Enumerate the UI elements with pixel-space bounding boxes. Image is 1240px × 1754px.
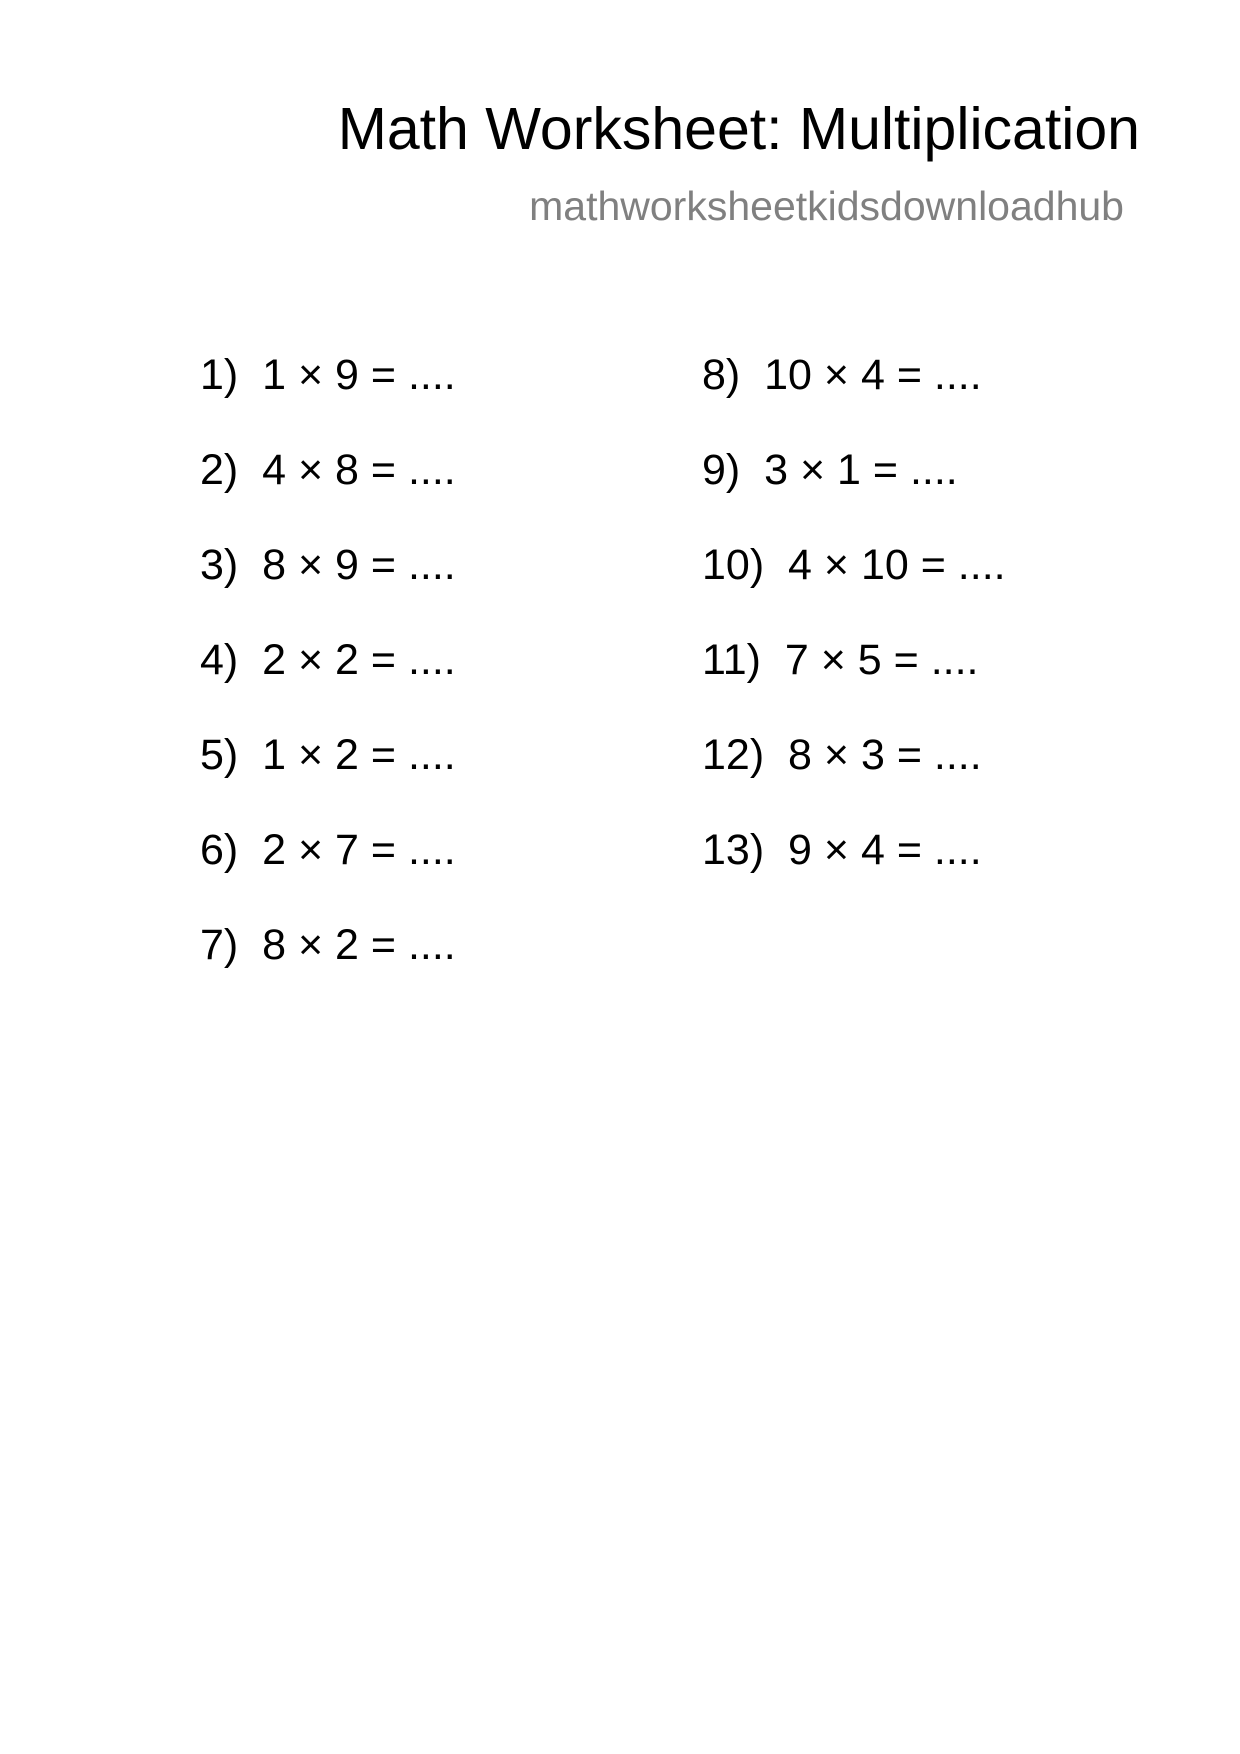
- problem-9: 9) 3 × 1 = ....: [702, 446, 958, 494]
- problem-1: 1) 1 × 9 = ....: [200, 351, 456, 399]
- problem-7: 7) 8 × 2 = ....: [200, 921, 456, 969]
- page-title: Math Worksheet: Multiplication: [337, 96, 1140, 162]
- problem-13: 13) 9 × 4 = ....: [702, 826, 982, 874]
- problem-column-right: [702, 351, 1006, 924]
- problem-column-left: [200, 351, 456, 1019]
- problem-10: 10) 4 × 10 = ....: [702, 541, 1006, 589]
- problem-2: 2) 4 × 8 = ....: [200, 446, 456, 494]
- problem-5: 5) 1 × 2 = ....: [200, 731, 456, 779]
- problem-6: 6) 2 × 7 = ....: [200, 826, 456, 874]
- problem-4: 4) 2 × 2 = ....: [200, 636, 456, 684]
- problem-8: 8) 10 × 4 = ....: [702, 351, 982, 399]
- problem-3: 3) 8 × 9 = ....: [200, 541, 456, 589]
- problem-11: 11) 7 × 5 = ....: [702, 636, 979, 684]
- site-watermark: mathworksheetkidsdownloadhub: [529, 183, 1124, 229]
- problem-12: 12) 8 × 3 = ....: [702, 731, 982, 779]
